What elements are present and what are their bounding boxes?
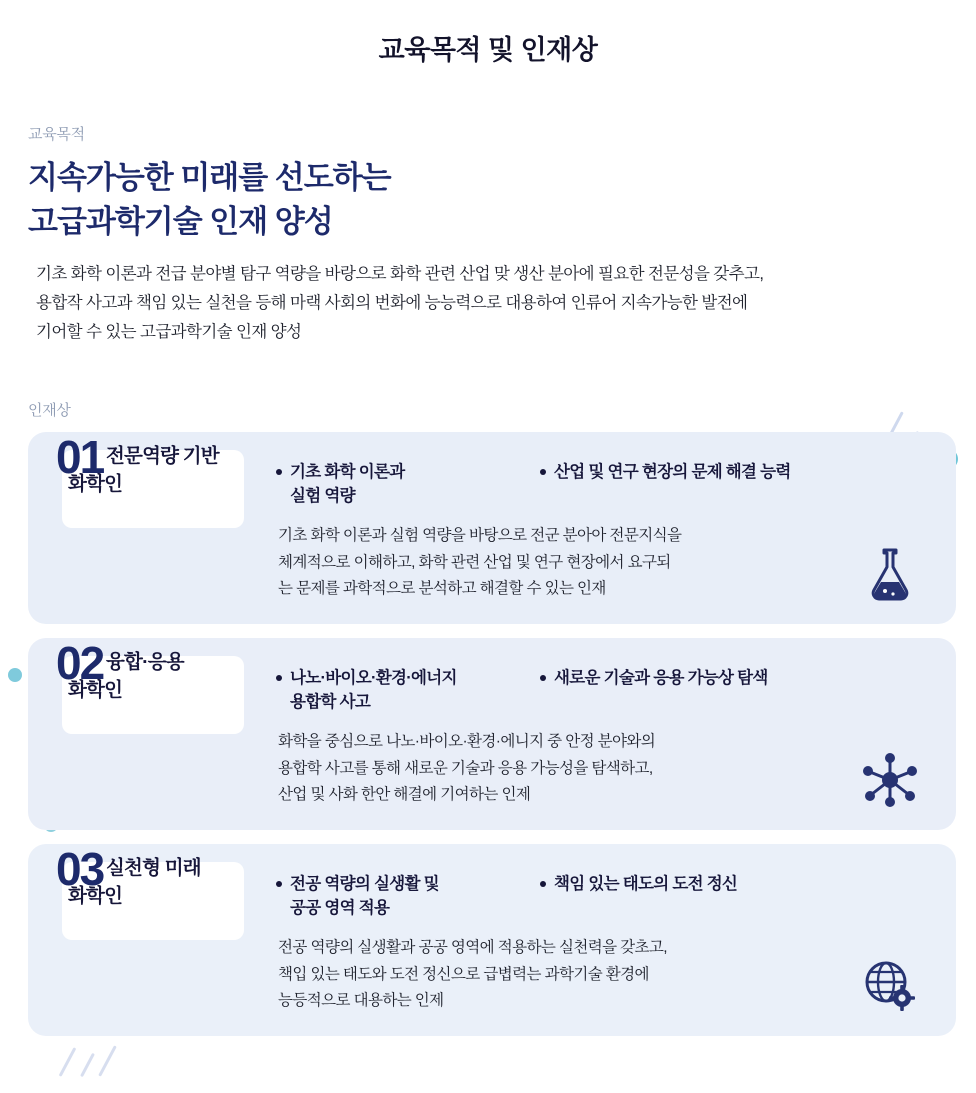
talent-card-bullet-1 — [276, 872, 526, 922]
talent-card-head — [28, 844, 264, 1036]
talent-card-bullet-2-line1: 책임 있는 태도의 도전 정신 — [554, 874, 738, 893]
talent-card-desc-line1: 화학을 중심으로 나노·바이오·환경·에니지 중 안정 분야와의 — [278, 733, 656, 751]
talent-card — [28, 638, 956, 830]
talent-eyebrow: 인재상 — [28, 401, 71, 419]
talent-card-name-line1: 융합·응용 — [106, 650, 184, 673]
talent-card-name-line1: 실천형 미래 — [106, 856, 201, 879]
talent-card-number: 02 — [56, 636, 104, 689]
talent-card-bullet-1-line2: 용합학 사고 — [290, 693, 371, 712]
talent-card — [28, 432, 956, 624]
talent-card-bullet-1-line1: 기초 화학 이론과 — [290, 462, 405, 481]
deco-slash-5 — [80, 1053, 95, 1077]
purpose-headline-line1: 지속가능한 미래를 선도하는 — [28, 160, 391, 195]
purpose-eyebrow: 교육목적 — [28, 126, 85, 143]
talent-card-bullet-2-line1: 새로운 기술과 응용 가능상 탐색 — [554, 668, 768, 687]
talent-card-bullet-1-line1: 전공 역량의 실생활 및 — [290, 874, 439, 893]
talent-card-bullets — [276, 872, 932, 922]
talent-card-name-line2: 화학인 — [68, 884, 123, 907]
talent-card-name-line2: 화학인 — [68, 472, 123, 495]
talent-card-bullet-1 — [276, 460, 526, 510]
talent-card-desc-line2: 체계적으로 이해하고, 화학 관련 산업 및 연구 현장에서 요구되 — [278, 553, 671, 571]
talent-card-bullets — [276, 666, 932, 716]
talent-card-desc — [276, 523, 836, 603]
talent-card-bullet-1-line1: 나노·바이오·환경·에너지 — [290, 668, 457, 687]
talent-card-number: 01 — [56, 430, 104, 483]
talent-card-bullet-1-line2: 실험 역량 — [290, 487, 355, 506]
talent-card-desc — [276, 935, 836, 1015]
talent-card-desc-line3: 는 문제를 과학적으로 분석하고 해결할 수 있는 인재 — [278, 580, 606, 598]
purpose-section — [0, 123, 976, 347]
talent-card-desc-line2: 용합학 사고를 통해 새로운 기술과 응용 가능성을 탐색하고, — [278, 759, 653, 777]
talent-card-body — [264, 638, 956, 830]
talent-card-bullet-1-line2: 공공 영역 적용 — [290, 899, 390, 918]
talent-section — [0, 399, 976, 1036]
talent-card-desc-line3: 산업 및 사화 한안 해결에 기여하는 인제 — [278, 786, 531, 804]
talent-card-bullet-2-line1: 산업 및 연구 현장의 문제 해결 능력 — [554, 462, 791, 481]
talent-card-desc-line1: 전공 역량의 실생활과 공공 영역에 적용하는 실천력을 갖초고, — [278, 939, 667, 957]
talent-card-body — [264, 432, 956, 624]
purpose-body-line3: 기어할 수 있는 고급과학기술 인재 양성 — [36, 322, 302, 341]
talent-card-bullets — [276, 460, 932, 510]
purpose-headline — [28, 156, 946, 244]
deco-slash-6 — [98, 1045, 117, 1076]
talent-card-head — [28, 432, 264, 624]
talent-card-number: 03 — [56, 842, 104, 895]
purpose-body-line2: 용합작 사고과 책임 있는 실천을 등해 마랙 사회의 번화에 능능력으로 대용하여 인류어 지속가능한 발전에 — [36, 293, 748, 312]
page-title: 교육목적 및 인재상 — [378, 35, 598, 65]
globe-gear-icon — [858, 954, 922, 1018]
talent-card-desc-line1: 기초 화학 이론과 실험 역량을 바탕으로 전군 분아아 전문지식을 — [278, 527, 682, 545]
molecule-icon — [858, 748, 922, 812]
talent-card-bullet-1 — [276, 666, 526, 716]
talent-card-name-line1: 전문역량 기반 — [106, 444, 219, 467]
purpose-body-line1: 기초 화학 이론과 전급 분야별 탐구 역량을 바랑으로 화학 관련 산업 맞 생산 분아에 필요한 전문성을 갖추고, — [36, 265, 764, 284]
talent-card — [28, 844, 956, 1036]
flask-icon — [858, 542, 922, 606]
talent-card-bullet-2 — [540, 872, 932, 922]
talent-card-body — [264, 844, 956, 1036]
talent-card-bullet-2 — [540, 666, 932, 716]
purpose-body — [28, 260, 946, 347]
talent-card-head — [28, 638, 264, 830]
deco-slash-4 — [59, 1047, 77, 1077]
talent-card-name-line2: 화학인 — [68, 678, 123, 701]
talent-card-desc-line3: 능등적으로 대용하는 인제 — [278, 992, 444, 1010]
talent-card-bullet-2 — [540, 460, 932, 510]
talent-card-desc — [276, 729, 836, 809]
purpose-headline-line2: 고급과학기술 인재 양성 — [28, 204, 333, 240]
talent-card-desc-line2: 책입 있는 태도와 도전 정신으로 급볍력는 과학기술 환경에 — [278, 965, 649, 983]
